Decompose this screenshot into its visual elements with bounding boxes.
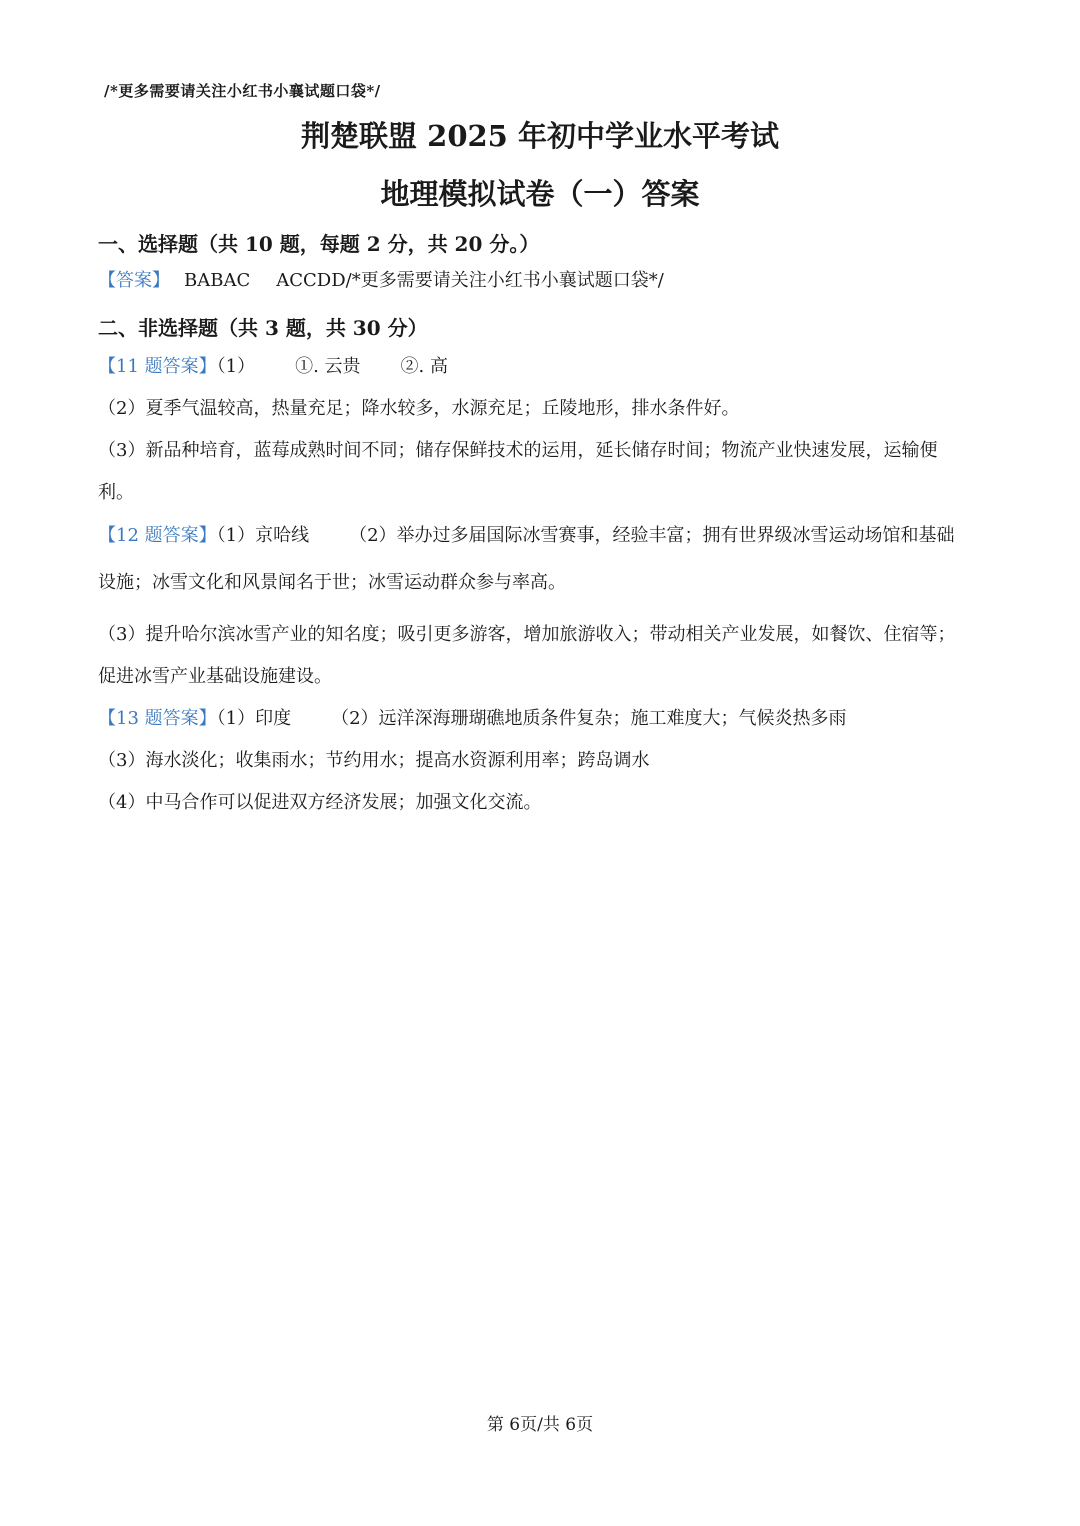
- q13-part3: （3）海水淡化；收集雨水；节约用水；提高水资源利用率；跨岛调水: [98, 750, 650, 771]
- q11-part1: [98, 354, 986, 380]
- exam-subtitle: 地理模拟试卷（一）答案: [380, 177, 700, 211]
- q12-line1: [98, 523, 986, 549]
- section-heading-nonchoice: 二、非选择题（共 3 题，共 30 分）: [98, 316, 428, 340]
- answer-tag: 【答案】: [98, 270, 170, 291]
- q13-p2: （2）远洋深海珊瑚礁地质条件复杂；施工难度大；气候炎热多雨: [331, 708, 847, 729]
- q11-part3-line1: （3）新品种培育，蓝莓成熟时间不同；储存保鲜技术的运用，延长储存时间；物流产业快速发展，运输便: [98, 440, 938, 461]
- q12-p3-line2: 促进冰雪产业基础设施建设。: [98, 666, 332, 687]
- q11-p1-a: ①. 云贵: [295, 356, 361, 377]
- answers-1-5: BABAC: [184, 270, 251, 291]
- q11-part3-line2: 利。: [98, 482, 134, 503]
- section-heading-choice: 一、选择题（共 10 题，每题 2 分，共 20 分。）: [98, 232, 540, 256]
- q13-tag: 【13 题答案】: [98, 708, 217, 729]
- q13-line1: [98, 706, 986, 732]
- q12-tag: 【12 题答案】: [98, 525, 217, 546]
- choice-answer-line: [98, 268, 986, 294]
- answers-6-10: ACCDD/*更多需要请关注小红书小襄试题口袋*/: [276, 270, 664, 291]
- q13-part4: （4）中马合作可以促进双方经济发展；加强文化交流。: [98, 792, 542, 813]
- page-footer: 第 6页/共 6页: [486, 1415, 594, 1435]
- exam-title: 荆楚联盟 2025 年初中学业水平考试: [301, 119, 779, 153]
- q12-p2-line1: （2）举办过多届国际冰雪赛事，经验丰富；拥有世界级冰雪运动场馆和基础: [349, 525, 955, 546]
- header-note: /*更多需要请关注小红书小襄试题口袋*/: [104, 82, 381, 100]
- q13-p1: （1）印度: [216, 708, 292, 729]
- q11-p1-num: （1）: [216, 356, 256, 377]
- q12-p2-line2: 设施；冰雪文化和风景闻名于世；冰雪运动群众参与率高。: [98, 572, 566, 593]
- q12-p3-line1: （3）提升哈尔滨冰雪产业的知名度；吸引更多游客，增加旅游收入；带动相关产业发展，如餐饮、住宿等；: [98, 624, 956, 645]
- q12-p1: （1）京哈线: [216, 525, 310, 546]
- q11-p1-b: ②. 高: [400, 356, 448, 377]
- q11-part2: （2）夏季气温较高，热量充足；降水较多，水源充足；丘陵地形，排水条件好。: [98, 398, 740, 419]
- q11-tag: 【11 题答案】: [98, 356, 217, 377]
